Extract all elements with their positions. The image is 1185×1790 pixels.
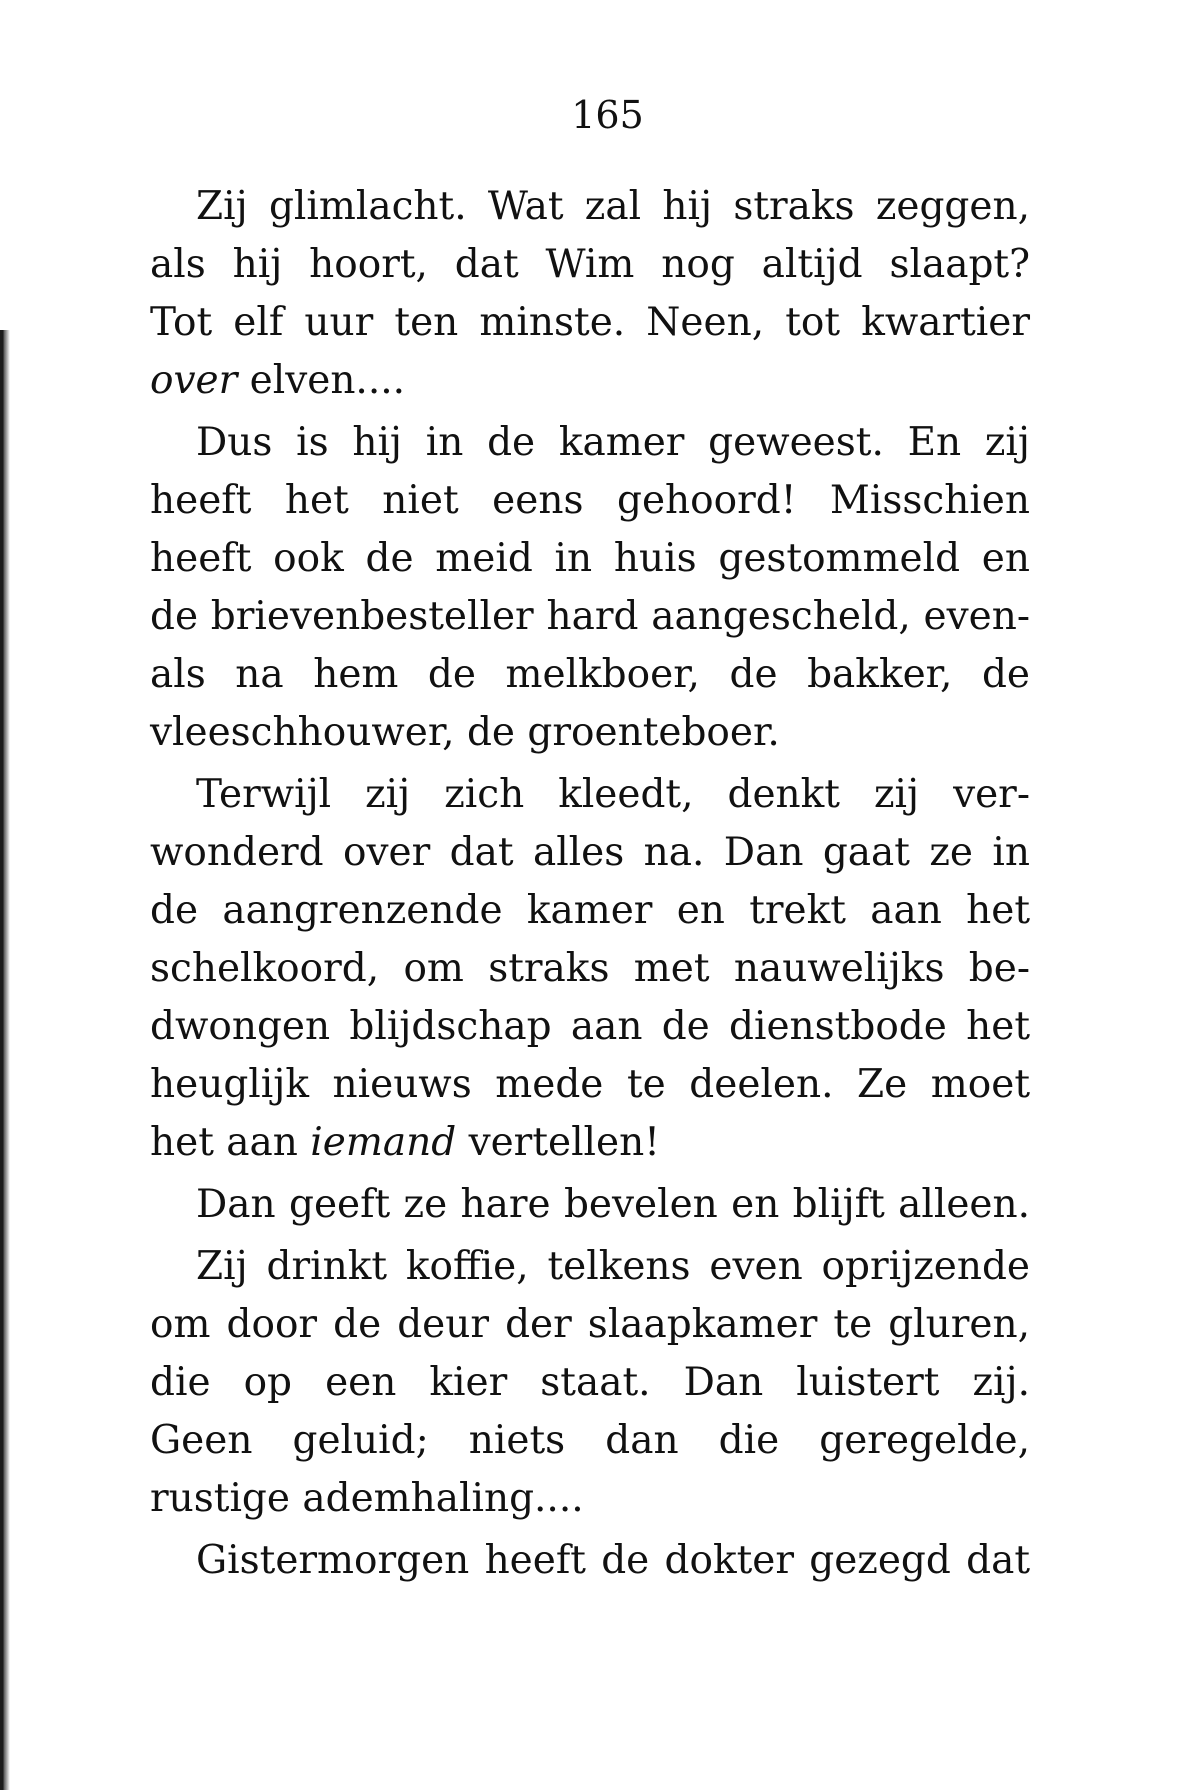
text-line: het aan iemand vertellen!	[150, 1120, 660, 1165]
page-number: 165	[571, 93, 644, 137]
text-line: Zij glimlacht. Wat zal hij straks zeggen,	[196, 184, 1030, 229]
text-line: vleeschhouwer, de groenteboer.	[150, 710, 780, 755]
text-line: als hij hoort, dat Wim nog altijd slaapt?	[150, 242, 1030, 287]
text-line: Tot elf uur ten minste. Neen, tot kwartier	[150, 300, 1030, 345]
italic-word: iemand	[310, 1120, 457, 1165]
text-line: de aangrenzende kamer en trekt aan het	[150, 888, 1030, 933]
text-line: heeft ook de meid in huis gestommeld en	[150, 536, 1030, 581]
text-line: heeft het niet eens gehoord! Misschien	[150, 478, 1030, 523]
body-text	[150, 178, 1030, 1590]
italic-word: over	[150, 358, 238, 403]
text-line: schelkoord, om straks met nauwelijks be-	[150, 946, 1030, 991]
text-line: Geen geluid; niets dan die geregelde,	[150, 1418, 1030, 1463]
text-line: heuglijk nieuws mede te deelen. Ze moet	[150, 1062, 1030, 1107]
text-line: Dan geeft ze hare bevelen en blijft alleen.	[196, 1182, 1030, 1227]
text-line: om door de deur der slaapkamer te gluren,	[150, 1302, 1030, 1347]
text-line: over elven....	[150, 358, 406, 403]
page-binding-edge	[0, 330, 10, 1790]
text-line: die op een kier staat. Dan luistert zij.	[150, 1360, 1030, 1405]
text-line: de brievenbesteller hard aangescheld, even-	[150, 594, 1030, 639]
text-line: Gistermorgen heeft de dokter gezegd dat	[196, 1538, 1030, 1583]
text-line: Zij drinkt koffie, telkens even oprijzende	[196, 1244, 1030, 1289]
text-line: dwongen blijdschap aan de dienstbode het	[150, 1004, 1030, 1049]
text-line: Dus is hij in de kamer geweest. En zij	[196, 420, 1030, 465]
text-line: rustige ademhaling....	[150, 1476, 584, 1521]
text-line: wonderd over dat alles na. Dan gaat ze in	[150, 830, 1030, 875]
text-line: Terwijl zij zich kleedt, denkt zij ver-	[196, 772, 1030, 817]
text-line: als na hem de melkboer, de bakker, de	[150, 652, 1030, 697]
